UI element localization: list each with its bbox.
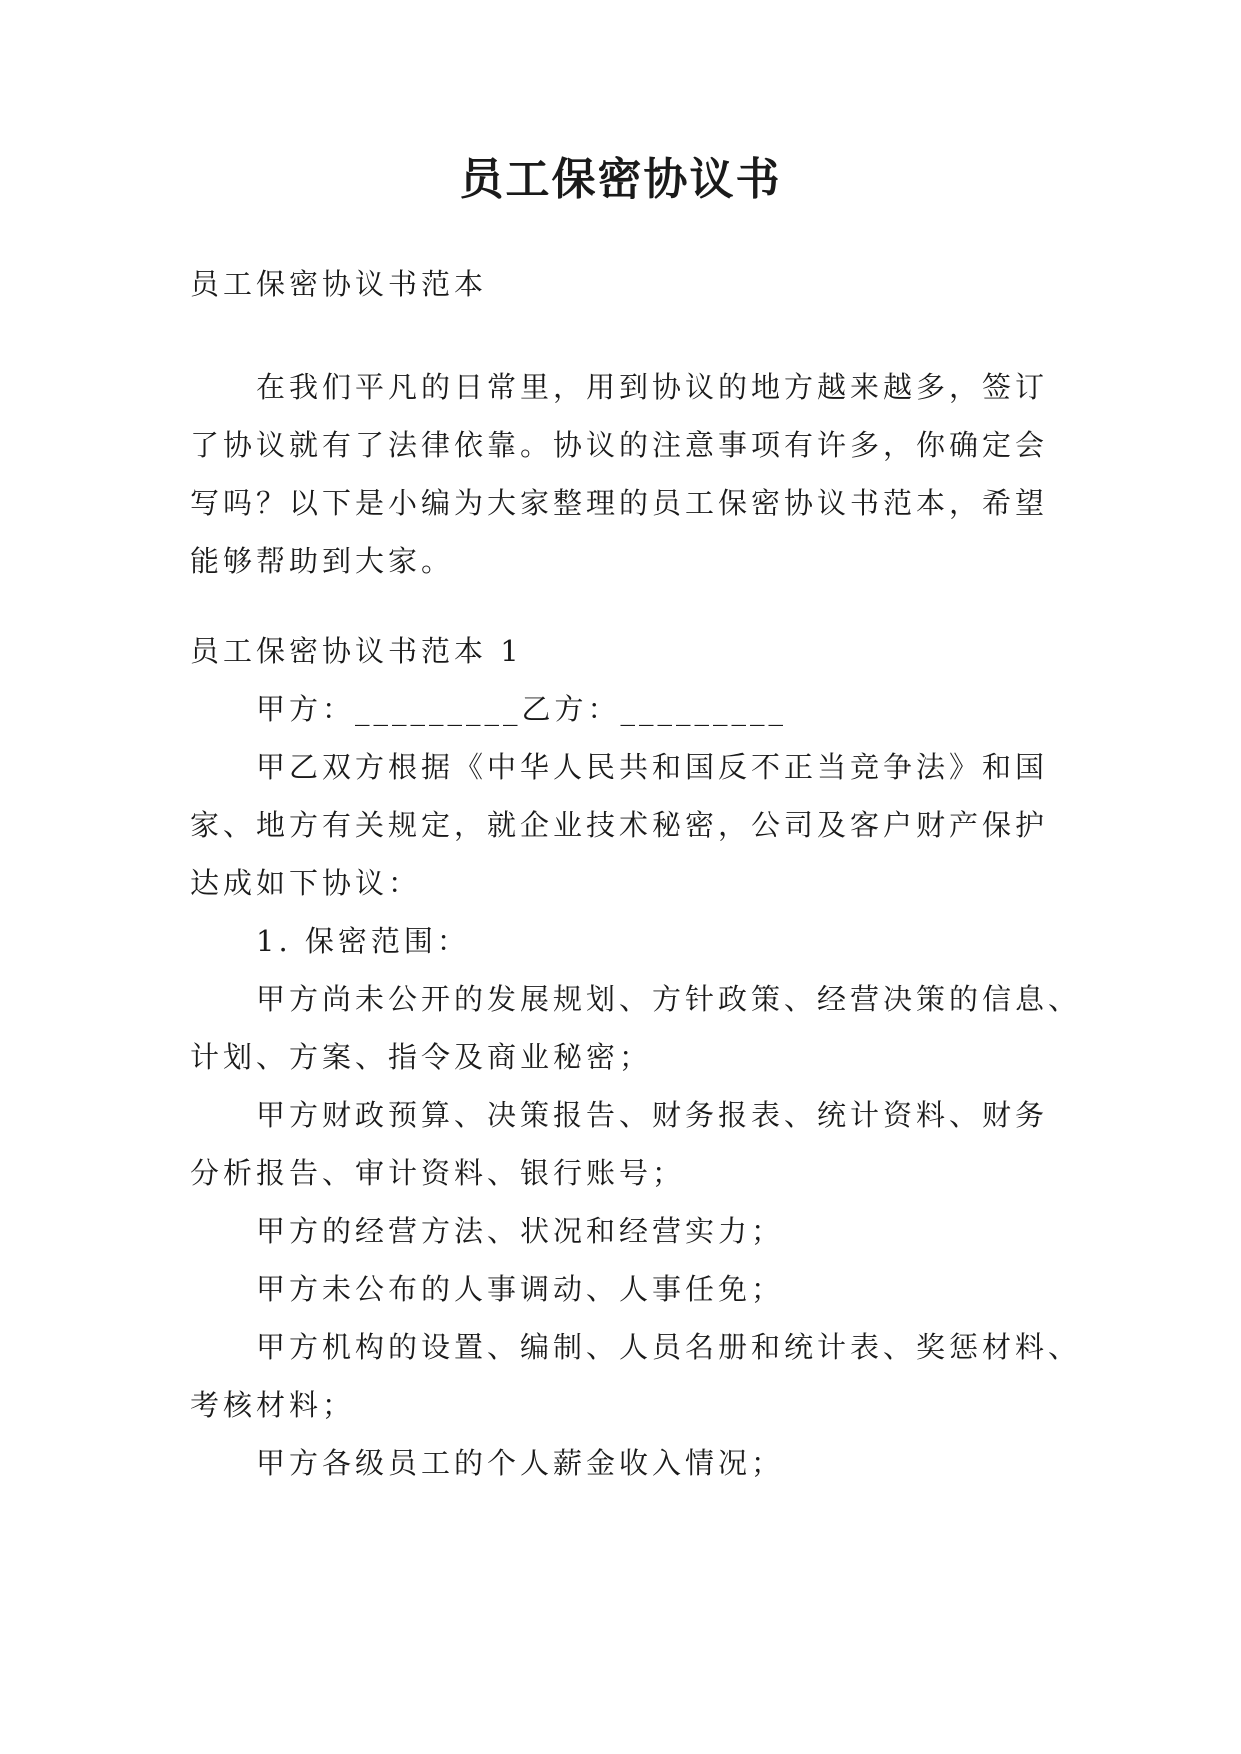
clause-item-line: 计划、方案、指令及商业秘密； bbox=[190, 1040, 653, 1074]
clause-item-line: 甲方未公布的人事调动、人事任免； bbox=[256, 1272, 785, 1306]
clause-item-line: 甲方尚未公开的发展规划、方针政策、经营决策的信息、 bbox=[256, 982, 1082, 1016]
intro-paragraph bbox=[190, 358, 1050, 590]
paragraph-line: 了协议就有了法律依靠。协议的注意事项有许多，你确定会 bbox=[190, 428, 1049, 462]
subtitle-text: 员工保密协议书范本 bbox=[190, 267, 488, 301]
agreement-section bbox=[190, 622, 1082, 1492]
clause-item-line: 分析报告、审计资料、银行账号； bbox=[190, 1156, 686, 1190]
basis-line: 甲乙双方根据《中华人民共和国反不正当竞争法》和国 bbox=[256, 750, 1049, 784]
section-title: 员工保密协议书范本 1 bbox=[190, 634, 523, 668]
document-title: 员工保密协议书 bbox=[459, 154, 782, 205]
clause-item-line: 甲方的经营方法、状况和经营实力； bbox=[256, 1214, 785, 1248]
clause-heading: 1. 保密范围： bbox=[256, 924, 470, 958]
clause-item-line: 考核材料； bbox=[190, 1388, 356, 1422]
clause-item-line: 甲方财政预算、决策报告、财务报表、统计资料、财务 bbox=[256, 1098, 1049, 1132]
paragraph-line: 能够帮助到大家。 bbox=[190, 544, 455, 578]
clause-item-line: 甲方各级员工的个人薪金收入情况； bbox=[256, 1446, 785, 1480]
document-subtitle bbox=[190, 255, 1050, 313]
paragraph-line: 写吗？以下是小编为大家整理的员工保密协议书范本，希望 bbox=[190, 486, 1049, 520]
party-line: 甲方：_________乙方：_________ bbox=[256, 692, 788, 726]
paragraph-line: 在我们平凡的日常里，用到协议的地方越来越多，签订 bbox=[256, 370, 1049, 404]
basis-line: 达成如下协议： bbox=[190, 866, 422, 900]
basis-line: 家、地方有关规定，就企业技术秘密，公司及客户财产保护 bbox=[190, 808, 1049, 842]
clause-item-line: 甲方机构的设置、编制、人员名册和统计表、奖惩材料、 bbox=[256, 1330, 1082, 1364]
